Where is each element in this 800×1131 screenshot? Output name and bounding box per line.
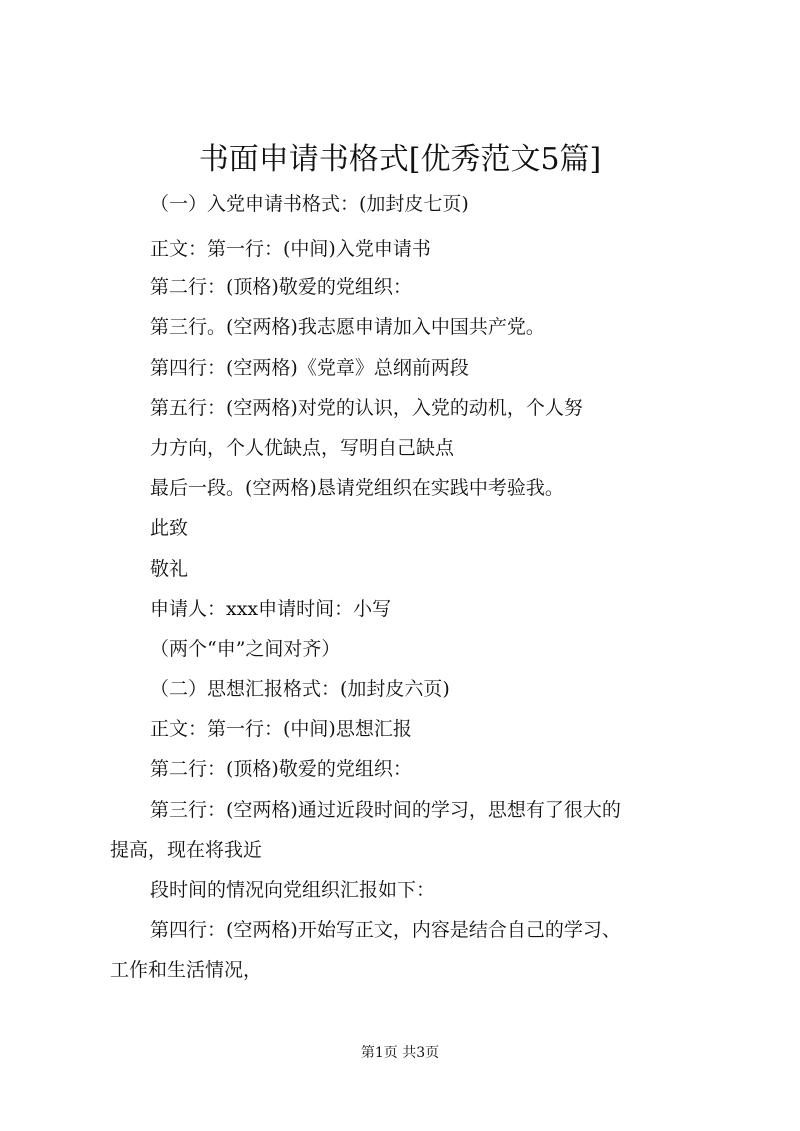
body-line-7: 力方向，个人优缺点，写明自己缺点 (150, 437, 455, 459)
body-line-5: 第四行：(空两格)《党章》总纲前两段 (150, 357, 469, 379)
body-line-13: （二）思想汇报格式：(加封皮六页) (150, 678, 450, 700)
body-line-8: 最后一段。(空两格)恳请党组织在实践中考验我。 (150, 477, 564, 499)
body-line-2: 正文：第一行：(中间)入党申请书 (150, 238, 431, 260)
body-line-9: 此致 (150, 517, 189, 539)
body-line-17: 提高，现在将我近 (110, 839, 263, 861)
body-line-20: 工作和生活情况， (110, 959, 263, 981)
body-line-14: 正文：第一行：(中间)思想汇报 (150, 718, 412, 740)
document-title: 书面申请书格式[优秀范文5篇] (198, 142, 602, 177)
body-line-6: 第五行：(空两格)对党的认识，入党的动机，个人努 (150, 397, 583, 419)
body-line-3: 第二行：(顶格)敬爱的党组织： (150, 276, 412, 298)
body-line-15: 第二行：(顶格)敬爱的党组织： (150, 758, 412, 780)
body-line-4: 第三行。(空两格)我志愿申请加入中国共产党。 (150, 316, 545, 338)
page-footer: 第1页 共3页 (360, 1045, 440, 1061)
body-line-19: 第四行：(空两格)开始写正文，内容是结合自己的学习、 (150, 919, 621, 941)
body-line-10: 敬礼 (150, 558, 189, 580)
body-line-1: （一）入党申请书格式：(加封皮七页) (150, 193, 469, 215)
body-line-12: （两个“申”之间对齐） (150, 638, 341, 660)
body-line-11: 申请人：xxx申请时间：小写 (150, 598, 392, 620)
body-line-18: 段时间的情况向党组织汇报如下： (150, 879, 436, 901)
body-line-16: 第三行：(空两格)通过近段时间的学习，思想有了很大的 (150, 799, 621, 821)
